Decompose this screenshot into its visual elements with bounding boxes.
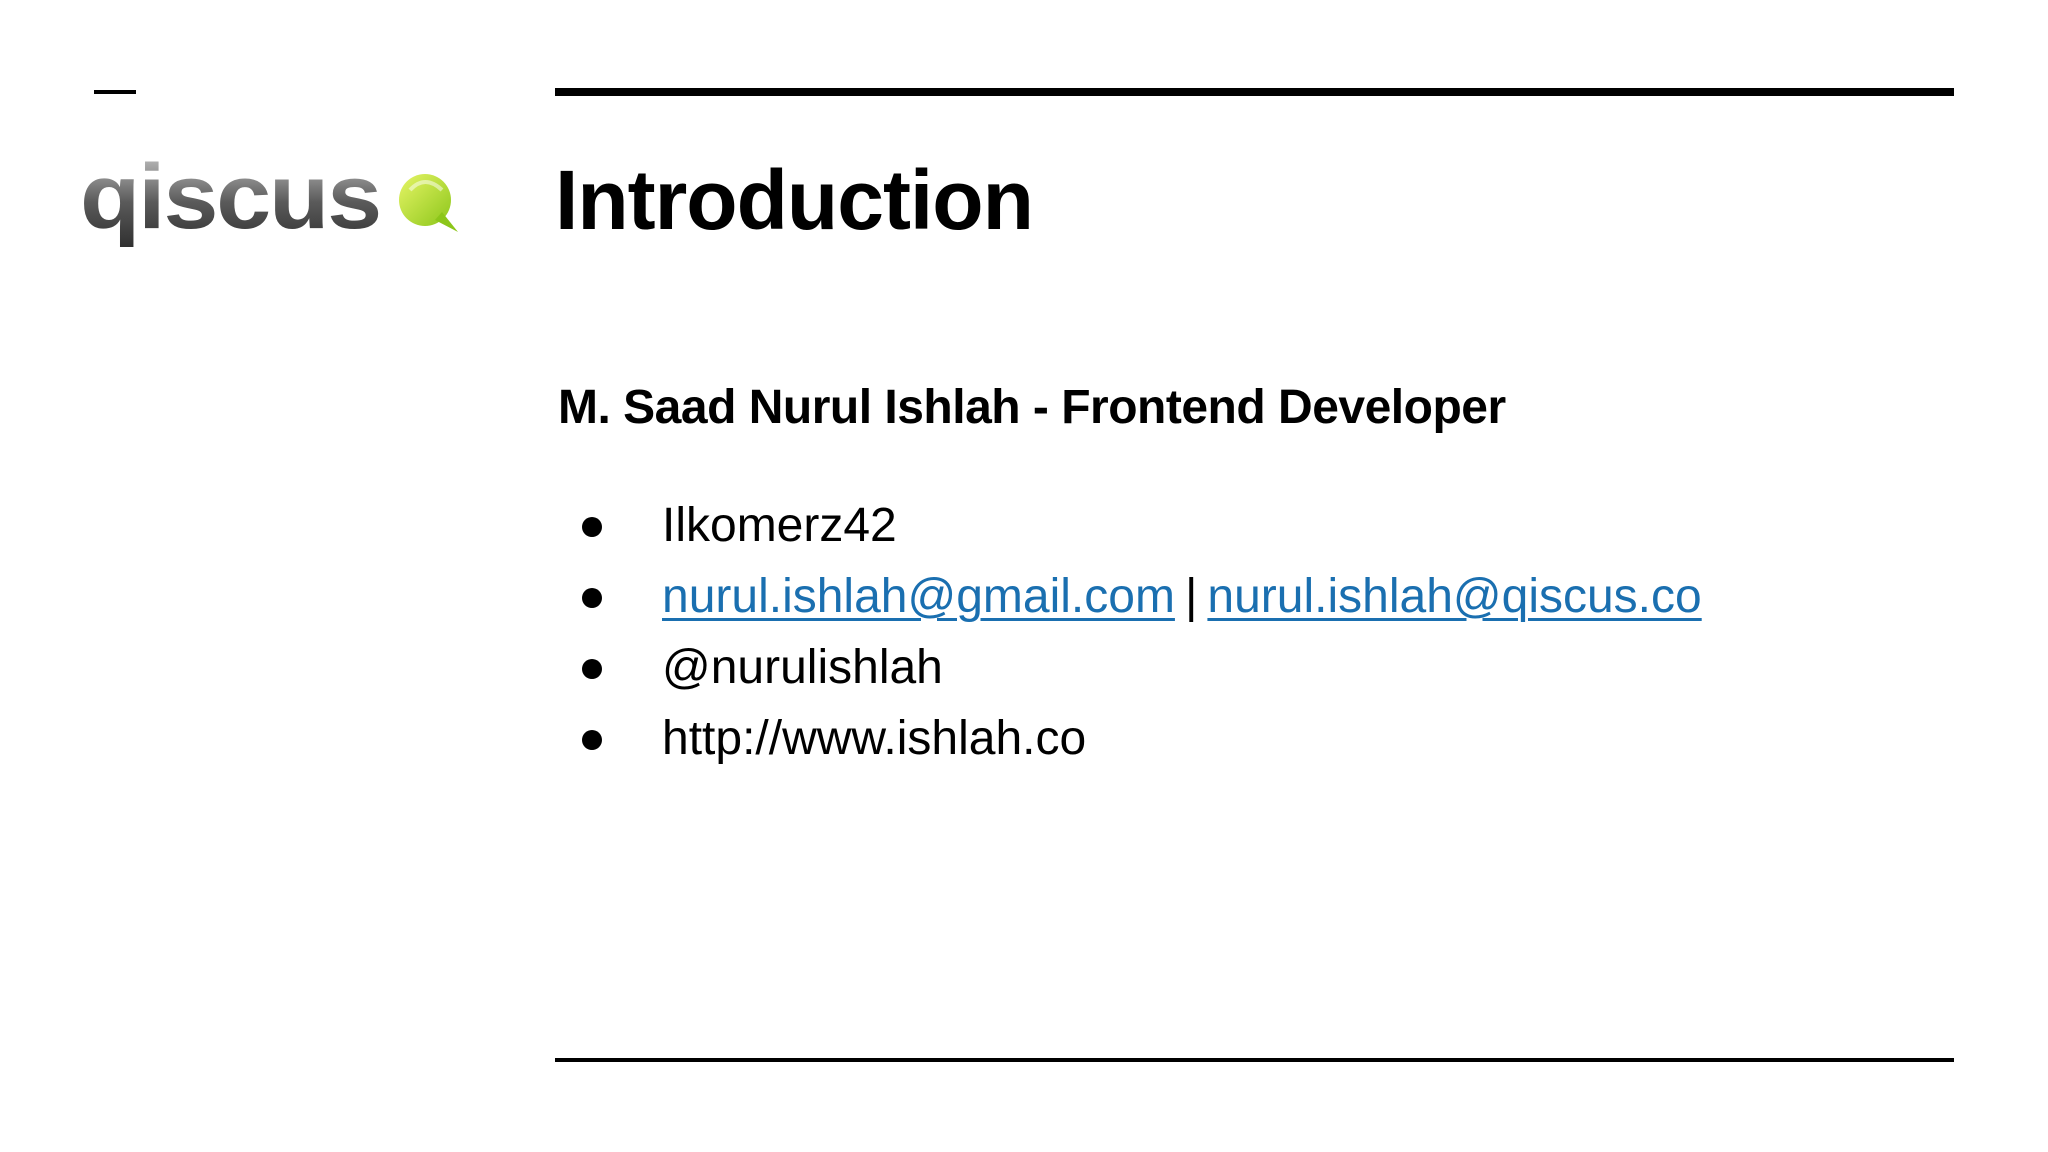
logo-wordmark: qiscus [80, 150, 380, 248]
list-item [580, 490, 1702, 561]
qiscus-logo [80, 150, 470, 260]
contact-list [580, 490, 1702, 774]
corner-dash [94, 90, 136, 94]
community-text: Ilkomerz42 [662, 499, 897, 552]
list-item [580, 561, 1702, 632]
qiscus-email-link[interactable]: nurul.ishlah@qiscus.co [1207, 570, 1702, 623]
gmail-link[interactable]: nurul.ishlah@gmail.com [662, 570, 1175, 623]
link-separator: | [1184, 570, 1198, 623]
bullet-icon [582, 659, 602, 679]
bullet-icon [582, 517, 602, 537]
list-item [580, 703, 1702, 774]
website-url: http://www.ishlah.co [662, 712, 1087, 765]
speech-bubble-icon [399, 174, 458, 232]
bullet-icon [582, 588, 602, 608]
slide-subtitle: M. Saad Nurul Ishlah - Frontend Developer [558, 381, 1506, 434]
bottom-rule [555, 1058, 1954, 1062]
slide-title: Introduction [555, 153, 1033, 247]
top-rule [555, 88, 1954, 96]
twitter-handle: @nurulishlah [662, 641, 943, 694]
bullet-icon [582, 730, 602, 750]
list-item [580, 632, 1702, 703]
